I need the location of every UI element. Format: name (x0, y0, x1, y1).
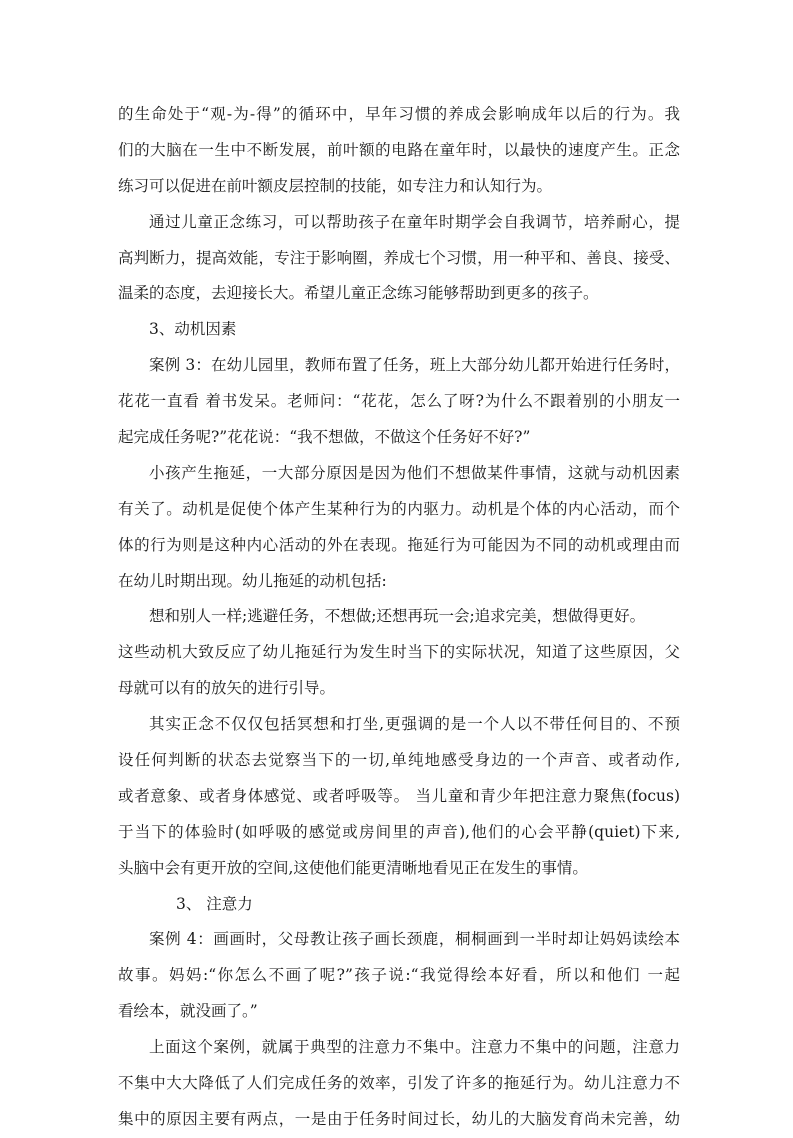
paragraph-line: 案例 3：在幼儿园里，教师布置了任务，班上大部分幼儿都开始进行任务时， (149, 356, 680, 375)
paragraph-line: 集中的原因主要有两点，一是由于任务时间过长，幼儿的大脑发育尚未完善，幼 (118, 1109, 680, 1128)
paragraph-line: 于当下的体验时(如呼吸的感觉或房间里的声音),他们的心会平静(quiet)下来, (118, 822, 680, 841)
paragraph-line: 母就可以有的放矢的进行引导。 (118, 679, 336, 698)
paragraph-line: 头脑中会有更开放的空间,这使他们能更清晰地看见正在发生的事情。 (118, 858, 588, 877)
paragraph-line: 们的大脑在一生中不断发展，前叶额的电路在童年时，以最快的速度产生。正念 (118, 140, 680, 159)
section-heading-motivation: 3、动机因素 (149, 320, 237, 339)
paragraph-line: 温柔的态度，去迎接长大。希望儿童正念练习能够帮助到更多的孩子。 (118, 284, 599, 303)
paragraph-line: 花花一直看 着书发呆。老师问：“花花，怎么了呀?为什么不跟着别的小朋友一 (118, 392, 680, 411)
paragraph-line: 其实正念不仅仅包括冥想和打坐,更强调的是一个人以不带任何目的、不预 (149, 715, 680, 734)
paragraph-line: 在幼儿时期出现。幼儿拖延的动机包括: (118, 571, 387, 590)
paragraph-line: 案例 4：画画时，父母教让孩子画长颈鹿，桐桐画到一半时却让妈妈读绘本 (149, 930, 680, 949)
paragraph-line: 的生命处于“观-为-得”的循环中，早年习惯的养成会影响成年以后的行为。我 (118, 105, 680, 123)
paragraph-line: 通过儿童正念练习，可以帮助孩子在童年时期学会自我调节，培养耐心，提 (149, 212, 680, 231)
paragraph-line: 故事。妈妈:“你怎么不画了呢?”孩子说:“我觉得绘本好看，所以和他们 一起 (118, 966, 680, 985)
paragraph-line: 起完成任务呢?”花花说：“我不想做，不做这个任务好不好?” (118, 428, 531, 447)
paragraph-line: 这些动机大致反应了幼儿拖延行为发生时当下的实际状况，知道了这些原因，父 (118, 643, 680, 662)
paragraph-line: 不集中大大降低了人们完成任务的效率，引发了许多的拖延行为。幼儿注意力不 (118, 1074, 680, 1093)
document-body (118, 97, 680, 1138)
paragraph-line: 练习可以促进在前叶额皮层控制的技能，如专注力和认知行为。 (118, 176, 553, 195)
paragraph-line: 体的行为则是这种内心活动的外在表现。拖延行为可能因为不同的动机或理由而 (118, 535, 680, 554)
paragraph-line: 上面这个案例，就属于典型的注意力不集中。注意力不集中的问题，注意力 (149, 1038, 680, 1057)
paragraph-line: 小孩产生拖延，一大部分原因是因为他们不想做某件事情，这就与动机因素 (149, 463, 680, 482)
paragraph-line: 看绘本，就没画了。” (118, 1002, 258, 1021)
paragraph-line: 有关了。动机是促使个体产生某种行为的内驱力。动机是个体的内心活动，而个 (118, 499, 680, 518)
paragraph-line: 或者意象、或者身体感觉、或者呼吸等。 当儿童和青少年把注意力聚焦(focus) (118, 786, 680, 805)
section-heading-attention: 3、 注意力 (176, 894, 253, 913)
paragraph-line: 高判断力，提高效能，专注于影响圈，养成七个习惯，用一种平和、善良、接受、 (118, 248, 680, 267)
paragraph-line: 想和别人一样;逃避任务，不想做;还想再玩一会;追求完美，想做得更好。 (149, 607, 646, 626)
paragraph-line: 设任何判断的状态去觉察当下的一切,单纯地感受身边的一个声音、或者动作, (118, 751, 680, 770)
